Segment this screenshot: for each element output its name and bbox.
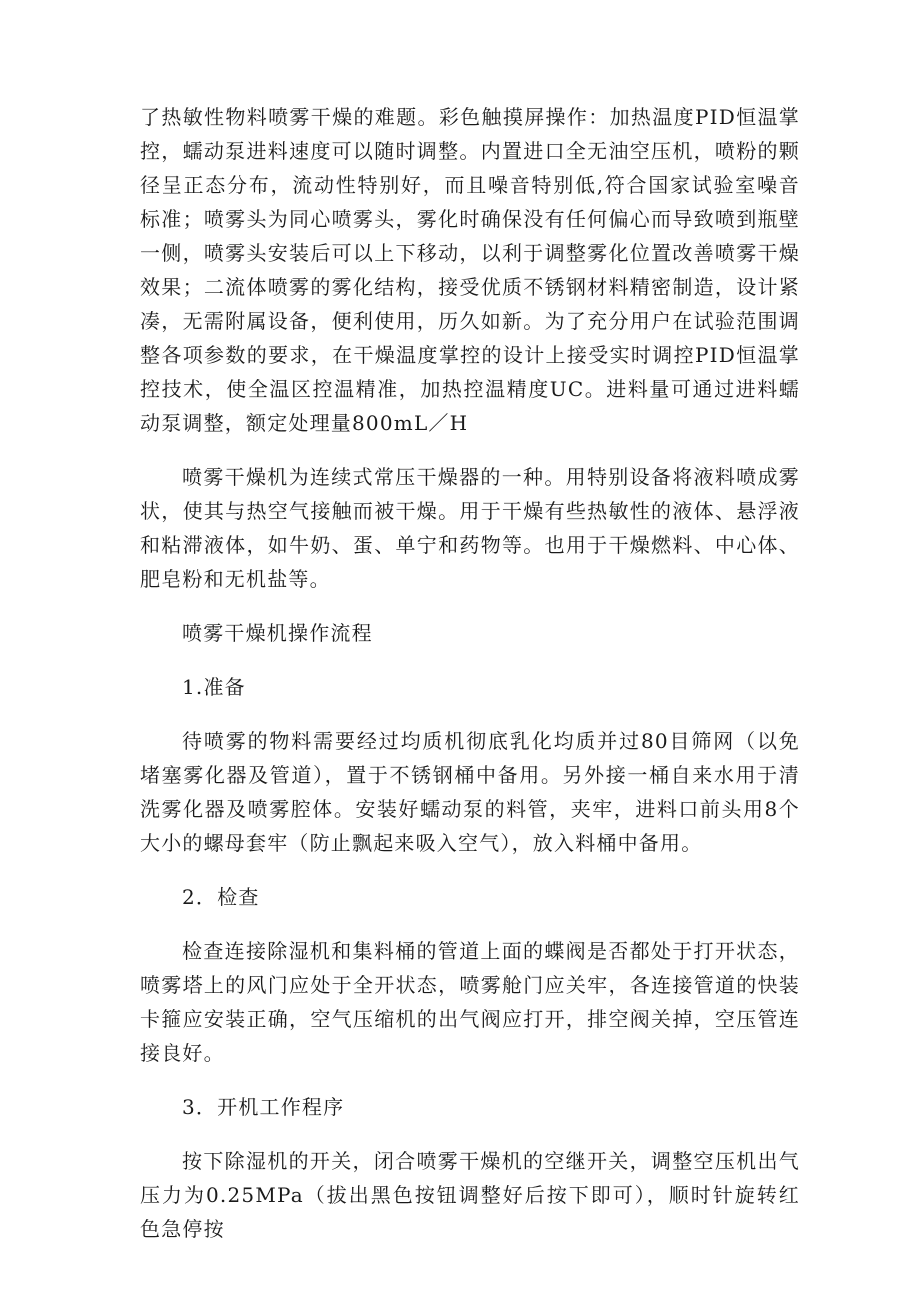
- step-heading-check: 2．检查: [182, 885, 260, 909]
- document-page: [140, 100, 800, 1246]
- paragraph-startup: 按下除湿机的开关，闭合喷雾干燥机的空继开关，调整空压机出气压力为0.25MPa（拔出黑色按钮调整好后按下即可），顺时针旋转红色急停按: [140, 1149, 800, 1241]
- step-heading-startup: 3．开机工作程序: [182, 1095, 345, 1119]
- paragraph-definition: 喷雾干燥机为连续式常压干燥器的一种。用特别设备将液料喷成雾状，使其与热空气接触而被干燥。用于干燥有些热敏性的液体、悬浮液和粘滞液体，如牛奶、蛋、单宁和药物等。也用于干燥燃料、中心体、肥皂粉和无机盐等。: [140, 465, 800, 591]
- step-heading-prepare: 1.准备: [182, 675, 246, 699]
- section-title-operation-process: 喷雾干燥机操作流程: [182, 621, 373, 645]
- paragraph-prepare: 待喷雾的物料需要经过均质机彻底乳化均质并过80目筛网（以免堵塞雾化器及管道），置于不锈钢桶中备用。另外接一桶自来水用于清洗雾化器及喷雾腔体。安装好蠕动泵的料管，夹牢，进料口前头用8个大小的螺母套牢（防止飘起来吸入空气），放入料桶中备用。: [140, 729, 800, 855]
- paragraph-check: 检查连接除湿机和集料桶的管道上面的蝶阀是否都处于打开状态，喷雾塔上的风门应处于全开状态，喷雾舱门应关牢，各连接管道的快装卡箍应安装正确，空气压缩机的出气阀应打开，排空阀关掉，空压管连接良好。: [140, 939, 800, 1065]
- paragraph-features: 了热敏性物料喷雾干燥的难题。彩色触摸屏操作：加热温度PID恒温掌控，蠕动泵进料速度可以随时调整。内置进口全无油空压机，喷粉的颗径呈正态分布，流动性特别好，而且噪音特别低,符合国家试验室噪音标准；喷雾头为同心喷雾头，雾化时确保没有任何偏心而导致喷到瓶壁一侧，喷雾头安装后可以上下移动，以利于调整雾化位置改善喷雾干燥效果；二流体喷雾的雾化结构，接受优质不锈钢材料精密制造，设计紧凑，无需附属设备，便利使用，历久如新。为了充分用户在试验范围调整各项参数的要求，在干燥温度掌控的设计上接受实时调控PID恒温掌控技术，使全温区控温精准，加热控温精度UC。进料量可通过进料蠕动泵调整，额定处理量800mL／H: [140, 105, 800, 435]
